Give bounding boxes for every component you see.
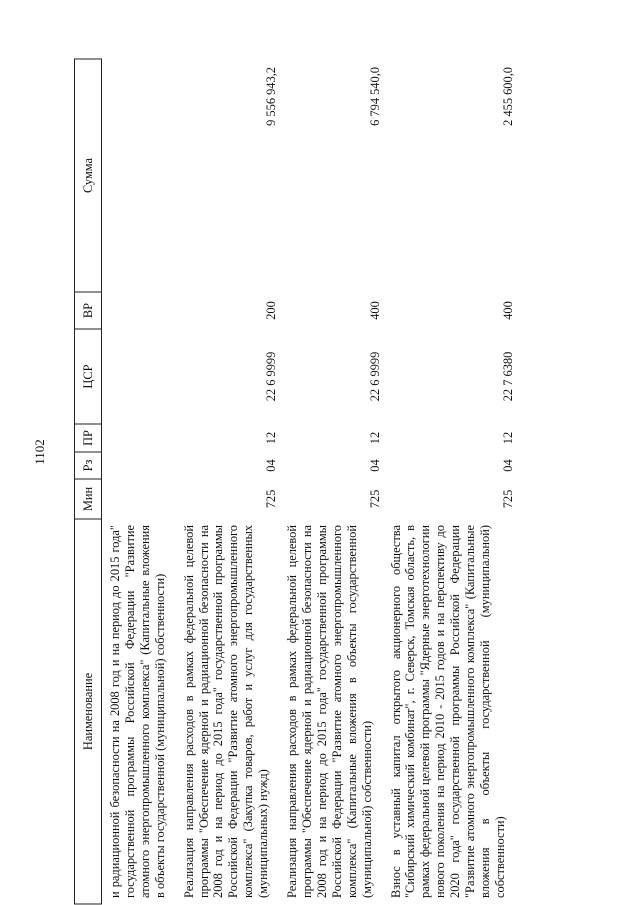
header-pr: ПР — [75, 424, 102, 452]
header-name: Наименование — [75, 519, 102, 904]
row-vr: 400 — [500, 301, 515, 320]
row-min: 725 — [367, 489, 382, 509]
row-min: 725 — [264, 489, 279, 509]
header-rz: Рз — [75, 452, 102, 479]
row-csr: 22 7 6380 — [500, 351, 515, 402]
header-csr: ЦСР — [75, 329, 102, 424]
row-rz — [102, 452, 176, 479]
row-csr: 22 6 9999 — [367, 351, 382, 402]
row-vr: 400 — [367, 301, 382, 320]
table-row — [176, 59, 279, 904]
row-name: Реализация направления расходов в рамках федеральной целевой программы "Обеспечение ядерной и радиационной безопасности на 2008 год и на период до 2015 года" государственной программы Российской Федерации "Развитие атомного энергопромышленного комплекса" (Капитальные вложения в объекты государственной (муниципальной) собственности) — [285, 525, 374, 898]
row-pr — [102, 424, 176, 452]
row-name: Реализация направления расходов в рамках федеральной целевой программы "Обеспечение ядерной и радиационной безопасности на 2008 год и на период до 2015 года" государственной программы Российской Федерации "Развитие атомного энергопромышленного комплекса" (Закупка товаров, работ и услуг для государственных (муниципальных) нужд) — [181, 525, 271, 898]
row-name: и радиационной безопасности на 2008 год и на период до 2015 года" государственной программы Российской Федерации "Развитие атомного энергопромышленного комплекса" (Капитальные вложения в объекты государственной (муниципальной) собственности) — [108, 525, 167, 898]
row-sum: 6 794 540,0 — [367, 67, 382, 126]
table-row — [279, 59, 382, 904]
row-pr: 12 — [367, 431, 382, 445]
row-min — [102, 479, 176, 519]
row-csr: 22 6 9999 — [264, 351, 279, 402]
row-vr: 200 — [264, 301, 279, 320]
header-sum: Сумма — [75, 59, 102, 292]
table-header-row — [75, 59, 102, 904]
row-sum — [102, 59, 176, 292]
rotated-page-content — [74, 60, 604, 905]
table-row — [102, 59, 176, 904]
row-vr — [102, 292, 176, 329]
row-rz: 04 — [264, 459, 279, 472]
row-name: Взнос в уставный капитал открытого акционерного общества "Сибирский химический комбинат", г. Северск, Томская область, в рамках федеральной целевой программы "Ядерные энерготехнологии нового поколения на период 2010 - 2015 годов и на перспективу до 2020 года" государственной программы Российской Федерации "Развитие атомного энергопромышленного комплекса" (Капитальные вложения в объекты государственной (муниципальной) собственности) — [388, 525, 507, 898]
row-sum: 9 556 943,2 — [264, 67, 279, 126]
row-pr: 12 — [264, 431, 279, 445]
budget-table — [74, 59, 516, 905]
table-row — [383, 59, 516, 904]
row-csr — [102, 329, 176, 424]
header-min: Мин — [75, 479, 102, 519]
header-vr: ВР — [75, 292, 102, 329]
row-rz: 04 — [500, 459, 515, 472]
row-min: 725 — [500, 489, 515, 509]
row-pr: 12 — [500, 431, 515, 445]
row-rz: 04 — [367, 459, 382, 472]
row-sum: 2 455 600,0 — [500, 67, 515, 126]
page-number: 1102 — [32, 439, 47, 465]
